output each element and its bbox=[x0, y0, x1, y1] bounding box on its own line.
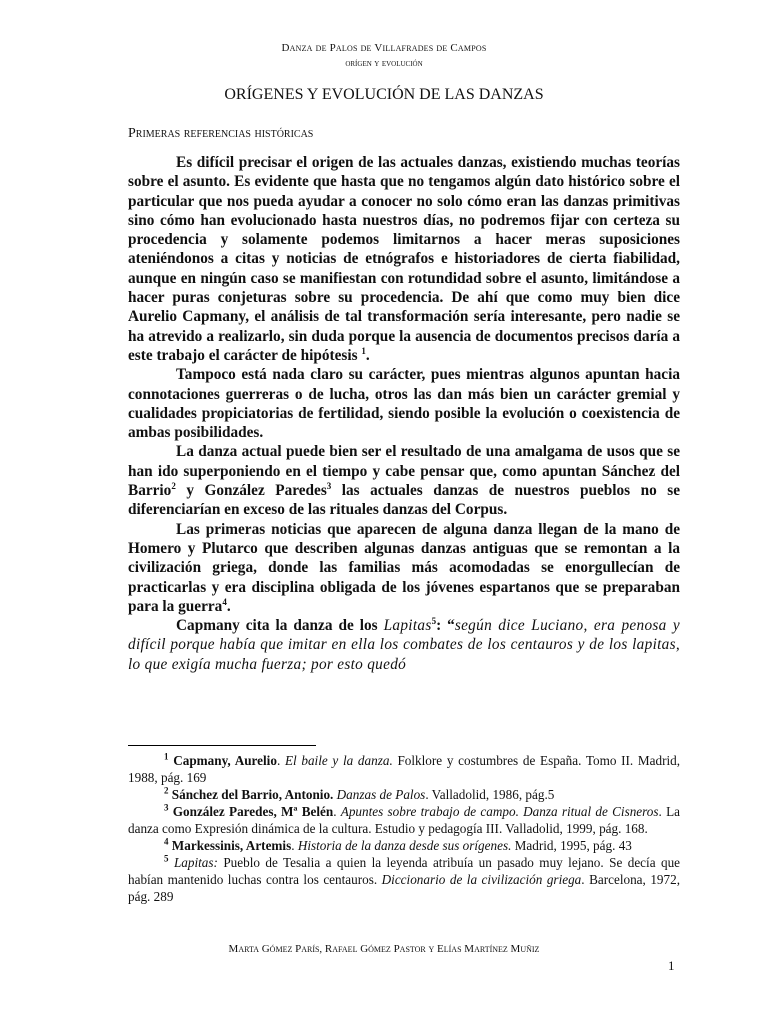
paragraph-5-quote: según dice Luciano, era penosa y difícil porque había que imitar en ella los combates de los centauros y de los lapitas, lo que exigía mucha fuerza; por esto quedó bbox=[128, 617, 680, 673]
paragraph-3-part-a: La danza actual puede bien ser el resultado de una amalgama de usos que se han ido superponiendo en el tiempo y cabe pensar que, como apuntan Sánchez del Barrio bbox=[128, 443, 680, 500]
footnote-5-rest: . Barcelona, 1972, pág. 289 bbox=[128, 872, 680, 904]
footnote-1-sep: . bbox=[276, 753, 285, 768]
footnote-1-rest: Folklore y costumbres de España. Tomo II. Madrid, 1988, pág. 169 bbox=[128, 753, 681, 785]
paragraph-2: Tampoco está nada claro su carácter, pues mientras algunos apuntan hacia connotaciones guerreras o de lucha, otros las dan más bien un carácter gremial y cualidades propiciatorias de fertilidad, siendo posible la evolución o coexistencia de ambas posibilidades. bbox=[128, 366, 680, 442]
paragraph-3 bbox=[128, 442, 680, 519]
footnote-4-title: Historia de la danza desde sus orígenes. bbox=[297, 838, 512, 853]
footnote-2-title: Danzas de Palos bbox=[336, 787, 426, 802]
footnote-3-title: Apuntes sobre trabajo de campo. Danza ritual de Cisneros bbox=[340, 804, 659, 819]
paragraph-1-text: Es difícil precisar el origen de las actuales danzas, existiendo muchas teorías sobre el asunto. Es evidente que hasta que no tengamos algún dato histórico sobre el particular que nos pueda ayudar a conocer no solo cómo eran las danzas primitivas sino cómo han evolucionado hasta nuestros días, no podremos fijar con certeza su procedencia y solamente podemos limitarnos a hacer meras suposiciones ateniéndonos a citas y noticias de etnógrafos e historiadores de cierta fiabilidad, aunque en ningún caso se manifiestan con rotundidad sobre el asunto, limitándose a hacer puras conjeturas sobre su procedencia. De ahí que como muy bien dice Aurelio Capmany, el análisis de tal transformación sería interesante, pero nadie se ha atrevido a realizarlo, sin duda porque la ausencia de documentos precisos daría a este trabajo el carácter de hipótesis bbox=[128, 154, 680, 364]
paragraph-4 bbox=[128, 520, 680, 616]
footnotes bbox=[128, 752, 680, 905]
footnote-1 bbox=[128, 752, 680, 786]
footnote-separator bbox=[128, 745, 316, 746]
footnote-5 bbox=[128, 854, 680, 905]
paragraph-1-end: . bbox=[365, 346, 370, 364]
footnote-3-rest: . La danza como Expresión dinámica de la cultura. Estudio y pedagogía III. Valladolid, 1999, pág. 168. bbox=[128, 804, 681, 836]
footnote-4 bbox=[128, 837, 680, 854]
footnote-4-rest: Madrid, 1995, pág. 43 bbox=[511, 838, 632, 853]
running-header-title: Danza de Palos de Villafrades de Campos bbox=[281, 42, 487, 54]
footnote-ref-4[interactable]: 4 bbox=[222, 596, 227, 607]
footnote-2-number: 2 bbox=[164, 785, 169, 796]
paragraph-5-lapitas: Lapitas bbox=[383, 617, 432, 635]
footnote-5-term: Lapitas: bbox=[173, 855, 218, 870]
footnote-ref-2[interactable]: 2 bbox=[171, 480, 176, 491]
paragraph-4-end: . bbox=[226, 597, 231, 615]
paragraph-5 bbox=[128, 616, 680, 674]
paragraph-3-part-c: las actuales danzas de nuestros pueblos no se diferenciarían en exceso de las rituales danzas del Corpus. bbox=[128, 482, 680, 519]
footnote-1-number: 1 bbox=[164, 751, 169, 762]
paragraph-5-part-a: Capmany cita la danza de los bbox=[176, 617, 384, 635]
page-footer-authors: Marta Gómez París, Rafael Gómez Pastor y Elías Martínez Muñiz bbox=[228, 943, 540, 955]
paragraph-1 bbox=[128, 153, 680, 365]
footnote-3-sep: . bbox=[333, 804, 341, 819]
body-text bbox=[128, 153, 680, 674]
footnote-ref-1[interactable]: 1 bbox=[361, 345, 366, 356]
footnote-4-number: 4 bbox=[164, 836, 169, 847]
footnote-5-text: Pueblo de Tesalia a quien la leyenda atribuía un pasado muy lejano. Se decía que habían mantenido luchas contra los centauros. bbox=[128, 855, 681, 887]
paragraph-5-part-b: : “ bbox=[436, 617, 455, 635]
footnote-2-rest: . Valladolid, 1986, pág.5 bbox=[425, 787, 555, 802]
paragraph-3-part-b: y González Paredes bbox=[175, 482, 327, 500]
page-number: 1 bbox=[668, 958, 675, 973]
footnote-ref-3[interactable]: 3 bbox=[326, 480, 332, 491]
footnote-4-sep: . bbox=[291, 838, 298, 853]
chapter-title: ORÍGENES Y EVOLUCIÓN DE LAS DANZAS bbox=[224, 86, 544, 103]
footnote-3-number: 3 bbox=[164, 802, 169, 813]
footnote-2 bbox=[128, 786, 680, 803]
footnote-4-author: Markessinis, Artemis bbox=[171, 838, 292, 853]
section-heading: Primeras referencias históricas bbox=[128, 126, 314, 141]
footnote-5-title: Diccionario de la civilización griega bbox=[381, 872, 582, 887]
footnote-ref-5[interactable]: 5 bbox=[431, 616, 437, 627]
footnote-3 bbox=[128, 803, 680, 837]
running-header-subtitle: orígen y evolución bbox=[345, 58, 423, 69]
paragraph-4-text: Las primeras noticias que aparecen de alguna danza llegan de la mano de Homero y Plutarco que describen algunas danzas antiguas que se remontan a la civilización griega, donde las familias más acomodadas se enorgullecían de practicarlas y era disciplina obligada de los jóvenes espartanos que se preparaban para la guerra bbox=[128, 520, 680, 615]
footnote-3-author: González Paredes, Mª Belén bbox=[172, 804, 334, 819]
footnote-5-number: 5 bbox=[164, 853, 169, 864]
footnote-2-author: Sánchez del Barrio, Antonio. bbox=[171, 787, 334, 802]
footnote-1-title: El baile y la danza. bbox=[284, 753, 393, 768]
footnote-1-author: Capmany, Aurelio bbox=[173, 753, 277, 768]
